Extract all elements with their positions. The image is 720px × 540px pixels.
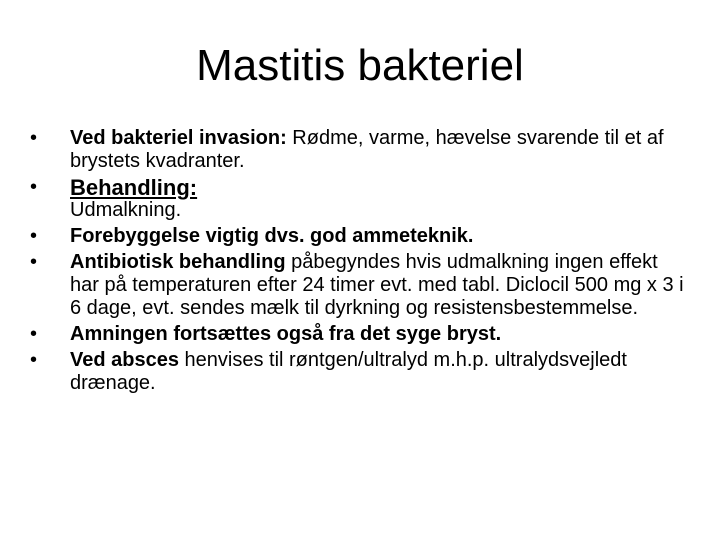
bullet-glyph: • [30, 127, 38, 149]
bullet-glyph: • [30, 323, 38, 345]
bullet-text: henvises til røntgen/ultralyd m.h.p. ultralydsvejledt drænage. [70, 349, 627, 394]
bullet-glyph: • [30, 251, 38, 273]
bullet-text: påbegyndes hvis udmalkning ingen effekt har på temperaturen efter 24 timer evt. med tabl. Diclocil 500 mg x 3 i 6 dage, evt. sendes mælk til dyrkning og resistensbestemmelse. [70, 251, 684, 319]
bullet-text: Udmalkning. [70, 199, 182, 221]
bullet-bold-text: Amningen fortsættes også fra det syge bryst. [70, 323, 502, 345]
bullet-glyph: • [30, 176, 38, 198]
bullet-item-amningen [30, 323, 690, 346]
bullet-text: Rødme, varme, hævelse svarende til et af brystets kvadranter. [70, 127, 664, 172]
bullet-bold-text: Ved absces [70, 349, 179, 371]
bullet-item-behandling [30, 176, 690, 222]
bullet-item-invasion [30, 127, 690, 173]
bullet-bold-text: Ved bakteriel invasion: [70, 127, 287, 149]
bullet-item-absces [30, 349, 690, 395]
bullet-item-forebyggelse [30, 225, 690, 248]
bullet-glyph: • [30, 225, 38, 247]
bullet-bold-text: Antibiotisk behandling [70, 251, 286, 273]
slide-title: Mastitis bakteriel [196, 41, 524, 90]
bullet-glyph: • [30, 349, 38, 371]
bullet-bold-text: Behandling: [70, 175, 198, 200]
bullet-list [30, 127, 690, 398]
bullet-item-antibiotisk [30, 251, 690, 320]
bullet-bold-text: Forebyggelse vigtig dvs. god ammeteknik. [70, 225, 474, 247]
